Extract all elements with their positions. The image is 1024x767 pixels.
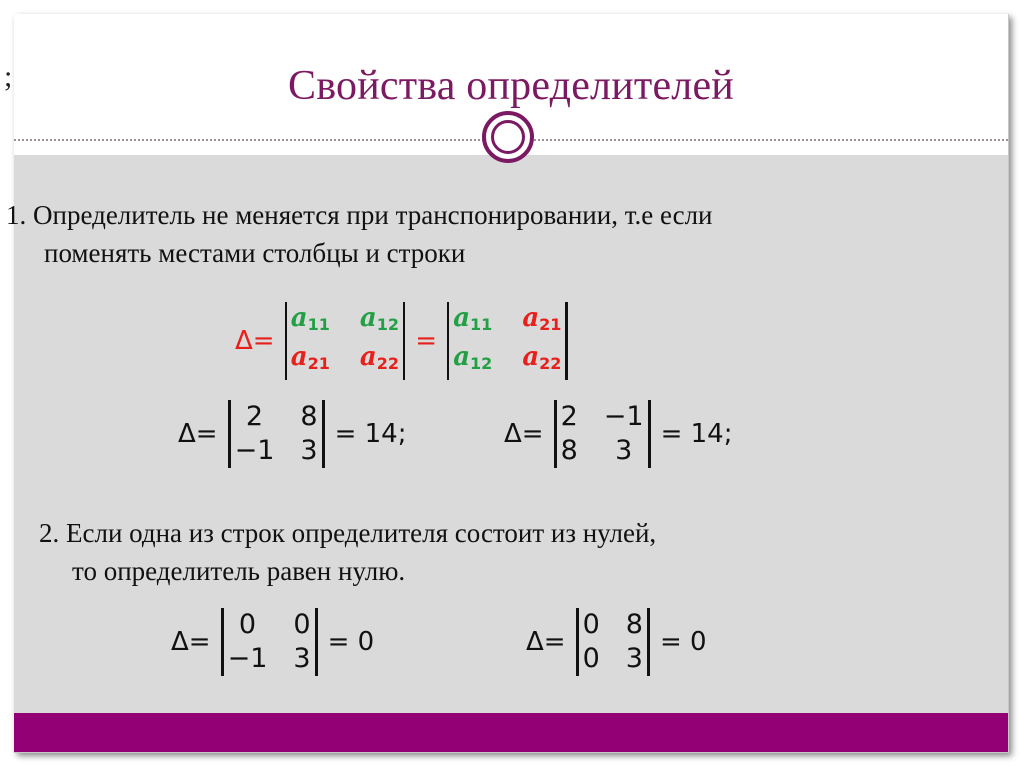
matrix-bar-left xyxy=(221,608,224,676)
bottom-accent-bar xyxy=(14,713,1008,752)
matrix-bar-left xyxy=(447,302,449,380)
matrix-entry: 2 xyxy=(245,401,264,432)
matrix-entry: 0 xyxy=(293,609,311,640)
matrix-entry: 0 xyxy=(238,609,257,640)
equals-sign: = xyxy=(415,326,437,356)
matrix-entry: 8 xyxy=(560,435,578,466)
matrix-entry: $a_{22}$ xyxy=(359,342,400,373)
delta-symbol: Δ= xyxy=(171,627,211,657)
matrix-entry: −1 xyxy=(603,401,644,432)
matrix-entry: 0 xyxy=(582,643,600,674)
matrix-grid xyxy=(228,608,311,676)
matrix-entry: 3 xyxy=(300,435,318,466)
example2-left xyxy=(165,608,380,676)
matrix-transposed xyxy=(443,302,572,380)
matrix-original xyxy=(281,302,410,380)
matrix-entry: 8 xyxy=(300,401,318,432)
matrix-entry: $a_{11}$ xyxy=(290,303,330,334)
matrix-grid xyxy=(291,302,399,380)
example1-left xyxy=(172,400,412,468)
result: = 14; xyxy=(334,419,407,449)
matrix-grid xyxy=(561,400,644,468)
matrix-bar-left xyxy=(228,400,231,468)
matrix-bar-right xyxy=(647,608,650,676)
delta-symbol: Δ= xyxy=(504,419,544,449)
matrix xyxy=(217,608,322,676)
matrix-entry: −1 xyxy=(227,643,268,674)
matrix-bar-right xyxy=(403,302,405,380)
result: = 14; xyxy=(660,419,733,449)
matrix-entry: 0 xyxy=(582,609,600,640)
matrix-bar-right xyxy=(565,302,567,380)
delta-symbol: Δ= xyxy=(526,627,566,657)
matrix xyxy=(572,608,654,676)
property1-line1: 1. Определитель не меняется при транспонировании, т.е если xyxy=(6,200,713,230)
matrix-entry: 3 xyxy=(625,643,643,674)
matrix-bar-right xyxy=(648,400,651,468)
matrix-grid xyxy=(235,400,318,468)
matrix-bar-left xyxy=(285,302,287,380)
matrix-grid xyxy=(453,302,561,380)
property1-line2: поменять местами столбцы и строки xyxy=(44,238,466,268)
symbolic-transpose-formula xyxy=(229,302,572,380)
example2-right xyxy=(520,608,713,676)
property2-line2: то определитель равен нулю. xyxy=(72,556,406,586)
matrix-entry: $a_{12}$ xyxy=(453,342,493,373)
matrix-bar-right xyxy=(322,400,325,468)
matrix-entry: 2 xyxy=(560,401,578,432)
matrix-entry: 3 xyxy=(293,643,311,674)
ring-ornament-icon xyxy=(482,111,534,163)
matrix-entry: −1 xyxy=(234,435,275,466)
matrix-entry: $a_{12}$ xyxy=(359,303,400,334)
matrix-entry: $a_{21}$ xyxy=(290,342,330,373)
matrix-entry: 3 xyxy=(615,435,633,466)
matrix-grid xyxy=(583,608,643,676)
matrix xyxy=(224,400,329,468)
matrix-bar-right xyxy=(315,608,318,676)
result: = 0 xyxy=(327,627,375,657)
matrix-entry: $a_{22}$ xyxy=(522,342,562,373)
matrix-bar-left xyxy=(576,608,579,676)
property2-line1: 2. Если одна из строк определителя состоит из нулей, xyxy=(39,518,657,548)
matrix-entry: $a_{21}$ xyxy=(522,303,562,334)
matrix-entry: 8 xyxy=(625,609,643,640)
matrix xyxy=(550,400,655,468)
result: = 0 xyxy=(659,627,707,657)
delta-symbol: Δ= xyxy=(235,326,275,356)
example1-right xyxy=(498,400,738,468)
matrix-bar-left xyxy=(554,400,557,468)
delta-symbol: Δ= xyxy=(178,419,218,449)
matrix-entry: $a_{11}$ xyxy=(453,303,493,334)
stray-mark: ; xyxy=(4,60,13,93)
slide-title: Свойства определителей xyxy=(288,63,734,109)
